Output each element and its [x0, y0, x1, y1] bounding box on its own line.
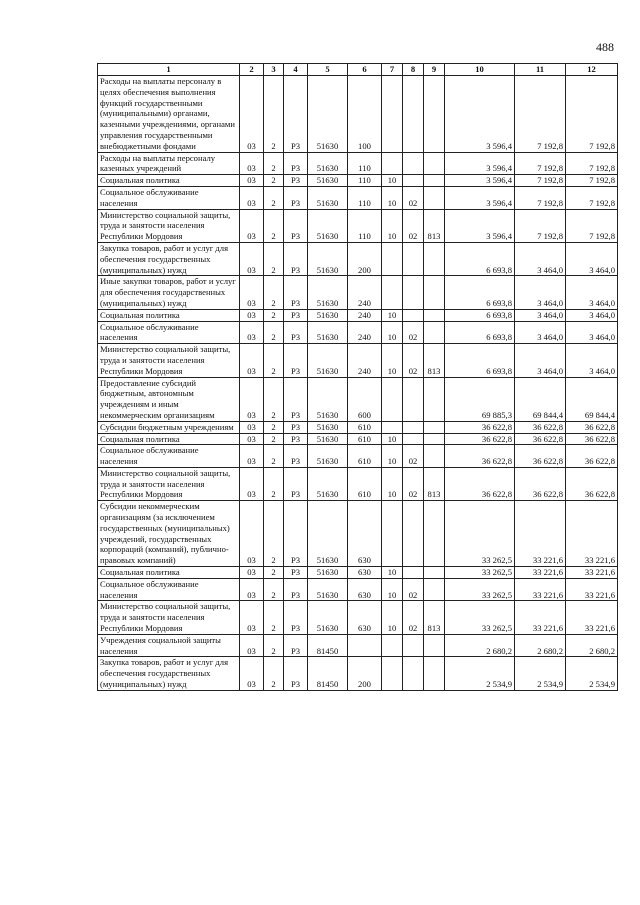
row-value-cell: [382, 152, 403, 175]
row-value-cell: 3 464,0: [566, 309, 618, 321]
row-value-cell: 02: [403, 186, 424, 209]
row-value-cell: 3 596,4: [445, 209, 515, 242]
row-value-cell: 36 622,8: [515, 445, 566, 468]
row-value-cell: 02: [403, 344, 424, 377]
row-value-cell: [382, 276, 403, 309]
row-value-cell: 2: [264, 76, 284, 153]
row-value-cell: 02: [403, 578, 424, 601]
row-value-cell: 110: [348, 209, 382, 242]
row-value-cell: 51630: [308, 445, 348, 468]
row-value-cell: Р3: [284, 501, 308, 567]
row-value-cell: 03: [240, 501, 264, 567]
row-value-cell: [382, 501, 403, 567]
column-header: 6: [348, 64, 382, 76]
table-row: [98, 501, 618, 567]
row-value-cell: 36 622,8: [445, 467, 515, 500]
row-value-cell: 51630: [308, 242, 348, 275]
row-value-cell: 81450: [308, 657, 348, 690]
row-value-cell: 33 262,5: [445, 501, 515, 567]
row-value-cell: 6 693,8: [445, 321, 515, 344]
row-value-cell: Р3: [284, 175, 308, 187]
row-value-cell: 36 622,8: [445, 433, 515, 445]
row-value-cell: [424, 186, 445, 209]
row-name-cell: Социальная политика: [98, 433, 240, 445]
row-value-cell: 51630: [308, 209, 348, 242]
row-value-cell: Р3: [284, 578, 308, 601]
row-value-cell: 51630: [308, 276, 348, 309]
row-value-cell: 2: [264, 445, 284, 468]
row-value-cell: [403, 309, 424, 321]
row-value-cell: [403, 634, 424, 657]
page-number: 488: [596, 40, 614, 54]
row-value-cell: 51630: [308, 344, 348, 377]
row-value-cell: 3 464,0: [515, 242, 566, 275]
row-value-cell: 7 192,8: [566, 152, 618, 175]
row-value-cell: 51630: [308, 377, 348, 421]
row-value-cell: 03: [240, 421, 264, 433]
row-name-cell: Учреждения социальной защиты населения: [98, 634, 240, 657]
row-value-cell: 3 464,0: [566, 344, 618, 377]
row-value-cell: 69 844,4: [566, 377, 618, 421]
row-value-cell: 3 464,0: [515, 344, 566, 377]
row-value-cell: Р3: [284, 377, 308, 421]
row-value-cell: [424, 445, 445, 468]
row-value-cell: 2: [264, 152, 284, 175]
row-value-cell: 81450: [308, 634, 348, 657]
column-header: 10: [445, 64, 515, 76]
row-value-cell: 03: [240, 377, 264, 421]
row-value-cell: [348, 634, 382, 657]
row-value-cell: 110: [348, 175, 382, 187]
table-row: [98, 209, 618, 242]
column-header: 2: [240, 64, 264, 76]
row-value-cell: 813: [424, 344, 445, 377]
row-value-cell: 7 192,8: [515, 76, 566, 153]
row-name-cell: Социальная политика: [98, 567, 240, 579]
table-row: [98, 433, 618, 445]
row-value-cell: 03: [240, 152, 264, 175]
table-row: [98, 76, 618, 153]
row-value-cell: 200: [348, 242, 382, 275]
row-value-cell: 33 221,6: [566, 501, 618, 567]
row-name-cell: Социальное обслуживание населения: [98, 445, 240, 468]
row-name-cell: Расходы на выплаты персоналу в целях обеспечения выполнения функций государственными (муниципальными) органами, казенными учреждениями, органами управления государственными внебюджетными фондами: [98, 76, 240, 153]
row-value-cell: 36 622,8: [515, 421, 566, 433]
row-value-cell: 36 622,8: [566, 445, 618, 468]
row-value-cell: 610: [348, 445, 382, 468]
row-value-cell: 2: [264, 209, 284, 242]
row-value-cell: 10: [382, 445, 403, 468]
row-value-cell: [424, 76, 445, 153]
row-value-cell: 51630: [308, 433, 348, 445]
row-value-cell: 51630: [308, 175, 348, 187]
row-value-cell: 2 534,9: [445, 657, 515, 690]
row-value-cell: [382, 76, 403, 153]
row-value-cell: Р3: [284, 276, 308, 309]
row-name-cell: Субсидии бюджетным учреждениям: [98, 421, 240, 433]
row-value-cell: 10: [382, 344, 403, 377]
row-value-cell: [424, 377, 445, 421]
row-value-cell: 3 464,0: [566, 321, 618, 344]
row-value-cell: 51630: [308, 421, 348, 433]
row-value-cell: 2: [264, 467, 284, 500]
row-value-cell: 110: [348, 186, 382, 209]
row-value-cell: Р3: [284, 242, 308, 275]
row-value-cell: 630: [348, 578, 382, 601]
row-value-cell: 02: [403, 467, 424, 500]
row-value-cell: 2 680,2: [515, 634, 566, 657]
row-value-cell: Р3: [284, 634, 308, 657]
row-value-cell: 36 622,8: [515, 433, 566, 445]
row-value-cell: [424, 578, 445, 601]
row-value-cell: 240: [348, 276, 382, 309]
row-value-cell: 02: [403, 321, 424, 344]
row-value-cell: [403, 76, 424, 153]
table-row: [98, 445, 618, 468]
row-name-cell: Социальное обслуживание населения: [98, 321, 240, 344]
row-value-cell: [382, 377, 403, 421]
row-value-cell: [424, 242, 445, 275]
row-value-cell: [424, 321, 445, 344]
row-value-cell: 69 844,4: [515, 377, 566, 421]
row-name-cell: Иные закупки товаров, работ и услуг для обеспечения государственных (муниципальных) нужд: [98, 276, 240, 309]
row-value-cell: [403, 501, 424, 567]
row-value-cell: 3 464,0: [515, 276, 566, 309]
table-row: [98, 634, 618, 657]
row-value-cell: Р3: [284, 657, 308, 690]
row-value-cell: 10: [382, 309, 403, 321]
row-name-cell: Закупка товаров, работ и услуг для обеспечения государственных (муниципальных) нужд: [98, 242, 240, 275]
row-value-cell: Р3: [284, 467, 308, 500]
row-value-cell: 33 262,5: [445, 578, 515, 601]
row-value-cell: 200: [348, 657, 382, 690]
row-value-cell: 2: [264, 601, 284, 634]
row-value-cell: 2 534,9: [566, 657, 618, 690]
row-value-cell: 36 622,8: [445, 421, 515, 433]
row-value-cell: 51630: [308, 467, 348, 500]
row-value-cell: 33 262,5: [445, 601, 515, 634]
row-value-cell: 36 622,8: [515, 467, 566, 500]
row-value-cell: 2: [264, 578, 284, 601]
row-value-cell: 2: [264, 344, 284, 377]
row-value-cell: 10: [382, 209, 403, 242]
row-name-cell: Расходы на выплаты персоналу казенных учреждений: [98, 152, 240, 175]
row-value-cell: [424, 421, 445, 433]
row-value-cell: 813: [424, 467, 445, 500]
row-value-cell: [403, 152, 424, 175]
row-value-cell: 3 596,4: [445, 175, 515, 187]
row-value-cell: 33 221,6: [515, 567, 566, 579]
row-value-cell: [403, 175, 424, 187]
row-value-cell: 630: [348, 567, 382, 579]
row-value-cell: 600: [348, 377, 382, 421]
row-value-cell: 2: [264, 186, 284, 209]
row-value-cell: [382, 657, 403, 690]
row-value-cell: [424, 501, 445, 567]
row-value-cell: 03: [240, 309, 264, 321]
row-value-cell: 51630: [308, 152, 348, 175]
row-value-cell: 03: [240, 186, 264, 209]
row-value-cell: 33 221,6: [515, 601, 566, 634]
row-value-cell: 630: [348, 601, 382, 634]
row-value-cell: 2: [264, 175, 284, 187]
row-name-cell: Социальная политика: [98, 175, 240, 187]
row-value-cell: 03: [240, 467, 264, 500]
row-value-cell: 240: [348, 309, 382, 321]
row-value-cell: 3 464,0: [515, 309, 566, 321]
row-value-cell: 03: [240, 445, 264, 468]
row-value-cell: Р3: [284, 209, 308, 242]
row-value-cell: 2: [264, 309, 284, 321]
row-value-cell: 51630: [308, 76, 348, 153]
table-row: [98, 276, 618, 309]
column-header: 7: [382, 64, 403, 76]
row-value-cell: 03: [240, 344, 264, 377]
row-value-cell: 33 221,6: [566, 567, 618, 579]
row-value-cell: [382, 242, 403, 275]
row-value-cell: 813: [424, 601, 445, 634]
row-value-cell: [424, 657, 445, 690]
row-value-cell: 36 622,8: [566, 421, 618, 433]
row-value-cell: 03: [240, 657, 264, 690]
table-row: [98, 567, 618, 579]
table-row: [98, 152, 618, 175]
column-header: 1: [98, 64, 240, 76]
table-row: [98, 309, 618, 321]
row-value-cell: 6 693,8: [445, 242, 515, 275]
row-name-cell: Социальное обслуживание населения: [98, 578, 240, 601]
row-value-cell: 36 622,8: [566, 467, 618, 500]
row-value-cell: 51630: [308, 578, 348, 601]
row-value-cell: 33 221,6: [566, 578, 618, 601]
row-value-cell: 69 885,3: [445, 377, 515, 421]
row-value-cell: 6 693,8: [445, 309, 515, 321]
row-value-cell: 3 464,0: [515, 321, 566, 344]
table-row: [98, 321, 618, 344]
row-value-cell: 03: [240, 578, 264, 601]
row-value-cell: 03: [240, 76, 264, 153]
row-value-cell: [424, 276, 445, 309]
row-value-cell: Р3: [284, 445, 308, 468]
row-name-cell: Социальное обслуживание населения: [98, 186, 240, 209]
column-header: 5: [308, 64, 348, 76]
table-row: [98, 467, 618, 500]
row-value-cell: 51630: [308, 501, 348, 567]
row-value-cell: 33 221,6: [515, 501, 566, 567]
row-value-cell: [403, 377, 424, 421]
table-row: [98, 175, 618, 187]
row-value-cell: 2: [264, 242, 284, 275]
row-value-cell: Р3: [284, 344, 308, 377]
row-value-cell: 630: [348, 501, 382, 567]
row-value-cell: 2: [264, 567, 284, 579]
row-value-cell: 02: [403, 601, 424, 634]
row-value-cell: 33 262,5: [445, 567, 515, 579]
table-row: [98, 421, 618, 433]
row-value-cell: [403, 242, 424, 275]
row-value-cell: 03: [240, 209, 264, 242]
table-header-row: [98, 64, 618, 76]
row-value-cell: Р3: [284, 309, 308, 321]
row-value-cell: 03: [240, 276, 264, 309]
row-value-cell: 813: [424, 209, 445, 242]
row-value-cell: Р3: [284, 186, 308, 209]
table-row: [98, 601, 618, 634]
row-value-cell: 10: [382, 433, 403, 445]
row-value-cell: 2: [264, 501, 284, 567]
column-header: 12: [566, 64, 618, 76]
row-value-cell: 2 534,9: [515, 657, 566, 690]
row-value-cell: Р3: [284, 421, 308, 433]
row-name-cell: Министерство социальной защиты, труда и занятости населения Республики Мордовия: [98, 209, 240, 242]
row-value-cell: 03: [240, 175, 264, 187]
budget-table: [97, 63, 618, 691]
row-name-cell: Социальная политика: [98, 309, 240, 321]
column-header: 11: [515, 64, 566, 76]
column-header: 4: [284, 64, 308, 76]
row-value-cell: 2: [264, 276, 284, 309]
row-value-cell: 02: [403, 209, 424, 242]
row-value-cell: 03: [240, 321, 264, 344]
row-value-cell: 03: [240, 242, 264, 275]
row-value-cell: 3 464,0: [566, 242, 618, 275]
row-value-cell: [424, 634, 445, 657]
row-name-cell: Министерство социальной защиты, труда и занятости населения Республики Мордовия: [98, 467, 240, 500]
row-value-cell: 10: [382, 321, 403, 344]
row-value-cell: 6 693,8: [445, 276, 515, 309]
row-value-cell: Р3: [284, 567, 308, 579]
row-value-cell: 240: [348, 321, 382, 344]
row-value-cell: 7 192,8: [515, 175, 566, 187]
row-value-cell: 51630: [308, 321, 348, 344]
column-header: 8: [403, 64, 424, 76]
row-value-cell: 36 622,8: [445, 445, 515, 468]
row-value-cell: 7 192,8: [515, 209, 566, 242]
row-value-cell: [424, 175, 445, 187]
row-value-cell: 110: [348, 152, 382, 175]
row-value-cell: [424, 309, 445, 321]
row-value-cell: 10: [382, 467, 403, 500]
row-value-cell: 100: [348, 76, 382, 153]
table-row: [98, 578, 618, 601]
table-body: [98, 76, 618, 691]
row-value-cell: [424, 152, 445, 175]
row-value-cell: [403, 433, 424, 445]
row-value-cell: 7 192,8: [566, 175, 618, 187]
row-value-cell: 10: [382, 186, 403, 209]
row-value-cell: [403, 567, 424, 579]
row-value-cell: Р3: [284, 76, 308, 153]
row-value-cell: 03: [240, 634, 264, 657]
row-value-cell: Р3: [284, 601, 308, 634]
budget-table-wrap: [97, 63, 618, 691]
row-value-cell: 36 622,8: [566, 433, 618, 445]
row-value-cell: 33 221,6: [515, 578, 566, 601]
row-value-cell: 610: [348, 433, 382, 445]
row-value-cell: 3 596,4: [445, 76, 515, 153]
column-header: 3: [264, 64, 284, 76]
row-value-cell: 2: [264, 657, 284, 690]
row-value-cell: 7 192,8: [566, 209, 618, 242]
row-value-cell: 2: [264, 433, 284, 445]
row-value-cell: 610: [348, 467, 382, 500]
row-value-cell: 7 192,8: [566, 76, 618, 153]
row-value-cell: 2: [264, 321, 284, 344]
row-value-cell: 10: [382, 578, 403, 601]
row-value-cell: 33 221,6: [566, 601, 618, 634]
column-header: 9: [424, 64, 445, 76]
table-row: [98, 377, 618, 421]
row-value-cell: 03: [240, 601, 264, 634]
row-value-cell: 7 192,8: [566, 186, 618, 209]
row-name-cell: Предоставление субсидий бюджетным, автономным учреждениям и иным некоммерческим организациям: [98, 377, 240, 421]
row-name-cell: Субсидии некоммерческим организациям (за исключением государственных (муниципальных) учреждений, государственных корпораций (компаний), публично-правовых компаний): [98, 501, 240, 567]
row-value-cell: 51630: [308, 567, 348, 579]
table-row: [98, 657, 618, 690]
row-value-cell: 610: [348, 421, 382, 433]
row-value-cell: [382, 421, 403, 433]
row-value-cell: 7 192,8: [515, 186, 566, 209]
row-value-cell: 3 596,4: [445, 186, 515, 209]
row-value-cell: 3 464,0: [566, 276, 618, 309]
row-value-cell: 6 693,8: [445, 344, 515, 377]
row-value-cell: [403, 421, 424, 433]
row-value-cell: [424, 433, 445, 445]
row-value-cell: 02: [403, 445, 424, 468]
row-value-cell: 2 680,2: [445, 634, 515, 657]
row-name-cell: Министерство социальной защиты, труда и занятости населения Республики Мордовия: [98, 344, 240, 377]
row-value-cell: Р3: [284, 433, 308, 445]
row-value-cell: 10: [382, 175, 403, 187]
row-value-cell: 2: [264, 634, 284, 657]
row-value-cell: 2: [264, 377, 284, 421]
row-value-cell: 7 192,8: [515, 152, 566, 175]
table-row: [98, 186, 618, 209]
row-name-cell: Министерство социальной защиты, труда и занятости населения Республики Мордовия: [98, 601, 240, 634]
row-value-cell: 240: [348, 344, 382, 377]
row-value-cell: [403, 276, 424, 309]
row-value-cell: 51630: [308, 186, 348, 209]
row-value-cell: 2 680,2: [566, 634, 618, 657]
row-value-cell: 3 596,4: [445, 152, 515, 175]
row-value-cell: [403, 657, 424, 690]
row-value-cell: 03: [240, 433, 264, 445]
row-value-cell: Р3: [284, 152, 308, 175]
row-value-cell: 10: [382, 601, 403, 634]
table-row: [98, 344, 618, 377]
row-value-cell: 51630: [308, 309, 348, 321]
row-value-cell: [382, 634, 403, 657]
row-name-cell: Закупка товаров, работ и услуг для обеспечения государственных (муниципальных) нужд: [98, 657, 240, 690]
row-value-cell: [424, 567, 445, 579]
row-value-cell: Р3: [284, 321, 308, 344]
row-value-cell: 51630: [308, 601, 348, 634]
row-value-cell: 03: [240, 567, 264, 579]
row-value-cell: 2: [264, 421, 284, 433]
row-value-cell: 10: [382, 567, 403, 579]
table-row: [98, 242, 618, 275]
